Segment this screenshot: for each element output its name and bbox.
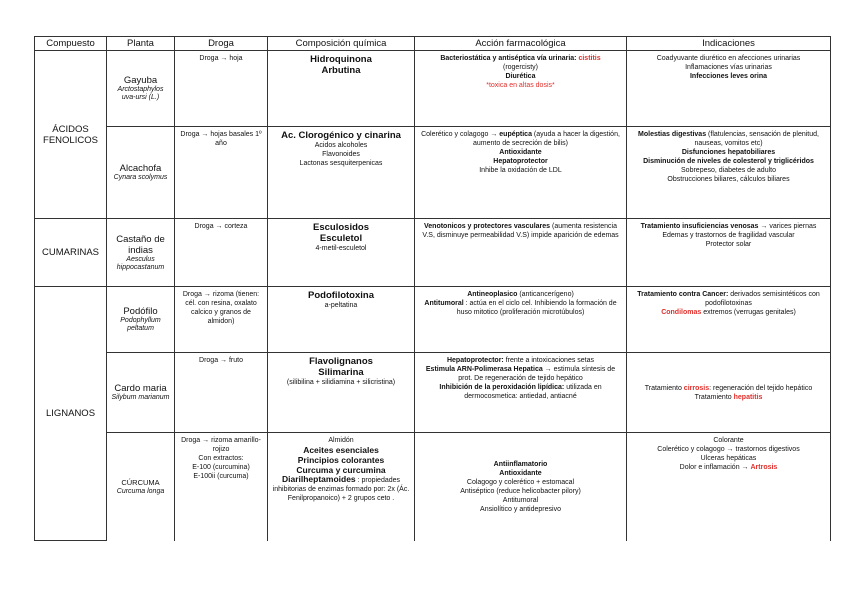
action-text: : actúa en el ciclo cel. Inhibiendo la formación de huso mitotico (proliferación microtúbulos)	[456, 300, 617, 316]
composition-cell	[268, 353, 415, 433]
action-text: Diurética	[505, 73, 536, 80]
plant-name: CÚRCUMA	[121, 478, 160, 488]
plant-cell	[107, 287, 175, 353]
composition-sub: Almidón	[328, 437, 354, 444]
indication-text: Tratamiento	[694, 393, 734, 401]
composition-sub: 4-metil-esculetol	[315, 245, 367, 252]
indication-text: Infecciones leves orina	[689, 73, 768, 80]
droga-text: Droga → rizoma amarillo-rojizo	[181, 437, 261, 453]
indication-text: Coadyuvante diurético en afecciones urinarias	[656, 55, 801, 62]
composition-sub: (silibilina + silidiamina + silicristina)	[286, 379, 396, 386]
droga-text: E-100ii (curcuma)	[193, 473, 249, 480]
action-text: Colagogo y colerético + estomacal	[466, 478, 575, 486]
composition-main: Arbutina	[321, 65, 361, 76]
droga-cell	[175, 433, 268, 541]
action-text: frente a intoxicaciones setas	[503, 357, 595, 364]
composition-main: Principios colorantes	[297, 455, 385, 465]
indication-text: (flatulencias, sensación de plenitud, nauseas, vomitos etc)	[694, 131, 819, 147]
plant-scientific-name: Cynara scolymus	[113, 174, 168, 181]
table-row	[35, 127, 831, 219]
droga-text: E-100 (curcumina)	[192, 464, 250, 471]
droga-cell: Droga → rizoma (tienen: cél. con resina, oxalato calcico y granos de almidon)	[175, 287, 268, 353]
action-text: Estimula ARN-Polimerasa Hepatica	[425, 366, 543, 373]
plant-cell	[107, 127, 175, 219]
indication-cell	[627, 51, 831, 127]
plant-name: Gayuba	[123, 75, 158, 86]
plant-cell	[107, 353, 175, 433]
indication-text: extremos (verrugas genitales)	[701, 309, 796, 316]
table-row	[35, 287, 831, 353]
action-text: utilizada en dermocosmetica: antiedad, antiacné	[464, 384, 602, 400]
action-text: (ayuda a hacer la digestión, aumento de secreción de bilis)	[473, 131, 620, 147]
table-row	[35, 219, 831, 287]
composition-sub: Flavonoides	[322, 151, 360, 158]
composition-main: Podofilotoxina	[308, 290, 374, 301]
group-lignanos: LIGNANOS	[35, 287, 107, 541]
indication-text: → varices piernas	[758, 223, 817, 230]
indication-cell	[627, 219, 831, 287]
action-text: Antioxidante	[499, 149, 542, 156]
composition-main: Curcuma y curcumina	[296, 465, 386, 475]
plant-scientific-name: Curcuma longa	[116, 488, 165, 496]
action-text: Antiséptico (reduce helicobacter pilory)	[460, 487, 581, 495]
composition-cell	[268, 51, 415, 127]
composition-main: Esculosidos	[313, 222, 369, 233]
group-cumarinas: CUMARINAS	[35, 219, 107, 287]
action-text: Colerético y colagogo →	[421, 131, 500, 138]
action-cell	[415, 127, 627, 219]
plant-cell	[107, 219, 175, 287]
action-text: Antiinflamatorio	[493, 460, 548, 468]
indication-text: Colorante	[713, 437, 744, 444]
indication-text: Protector solar	[705, 241, 752, 248]
composition-sub: a-peltatina	[324, 302, 358, 309]
plant-cell	[107, 433, 175, 541]
composition-main: Silimarina	[318, 367, 364, 378]
indication-text: Molestias digestivas	[638, 131, 707, 138]
indication-text: Tratamiento insuficiencias venosas	[640, 223, 759, 230]
indication-text: derivados semisintéticos con podofilotoxinas	[705, 291, 820, 307]
action-text: Inhibe la oxidación de LDL	[479, 167, 562, 174]
composition-main: Aceites esenciales	[303, 445, 379, 455]
composition-main: Ac. Clorogénico y cinarina	[281, 130, 401, 141]
indication-text: Ulceras hepáticas	[700, 455, 757, 462]
table-row	[35, 433, 831, 541]
composition-main: Esculetol	[319, 233, 363, 244]
highlight-text: cirrosis	[683, 384, 710, 392]
plant-cell	[107, 51, 175, 127]
indication-text: Disfunciones hepatobiliares	[681, 149, 776, 156]
header-indicaciones: Indicaciones	[627, 37, 831, 51]
action-cell	[415, 51, 627, 127]
action-text: Antitumoral	[424, 300, 464, 307]
droga-cell: Droga → hojas basales 1º año	[175, 127, 268, 219]
plant-scientific-name: Podophyllum peltatum	[120, 317, 161, 332]
action-cell	[415, 219, 627, 287]
indication-text: : regeneración del tejido hepático	[709, 384, 813, 392]
droga-cell: Droga → corteza	[175, 219, 268, 287]
composition-main: Flavolignanos	[309, 356, 373, 367]
plant-scientific-name: Aesculus hippocastanum	[116, 255, 165, 271]
composition-cell	[268, 219, 415, 287]
composition-main: Hidroquinona	[310, 54, 372, 65]
indication-text: Colerético y colagogo → trastornos digestivos	[657, 446, 800, 453]
droga-cell: Droga → fruto	[175, 353, 268, 433]
action-text: Hepatoprotector	[493, 158, 548, 165]
composition-sub: : propiedades inhibitorias de enzimas formado por: 2x (Ác. Fenilpropanoico) + 2 grupos ceto .	[272, 477, 410, 502]
warning-text: *toxica en altas dosis*	[486, 82, 555, 89]
indication-text: Sobrepeso, diabetes de adulto	[681, 167, 776, 174]
action-text: Ansiolítico y antidepresivo	[480, 505, 561, 513]
plant-name: Podófilo	[123, 306, 158, 317]
pharmacology-table	[34, 36, 831, 541]
indication-cell	[627, 433, 831, 541]
indication-text: Inflamaciones vías urinarias	[685, 64, 772, 71]
highlight-text: Artrosis	[750, 464, 778, 471]
table-row	[35, 353, 831, 433]
action-text: Antitumoral	[502, 496, 539, 504]
indication-cell	[627, 127, 831, 219]
plant-name: Cardo maria	[114, 383, 167, 394]
composition-sub: Acidos alcoholes	[314, 142, 368, 149]
composition-cell	[268, 433, 415, 541]
indication-cell	[627, 287, 831, 353]
header-compuesto: Compuesto	[35, 37, 107, 51]
indication-text: Tratamiento	[644, 384, 684, 392]
action-text: (anticancerígeno)	[517, 291, 574, 298]
droga-cell: Droga → hoja	[175, 51, 268, 127]
group-acidos-fenolicos: ÁCIDOS FENOLICOS	[35, 51, 107, 219]
action-text: Antineoplasico	[467, 291, 518, 298]
action-text: Inhibición de la peroxidación lipídica:	[439, 384, 565, 391]
plant-scientific-name: Arctostaphylos uva-ursi (L.)	[117, 86, 164, 101]
action-cell	[415, 433, 627, 541]
action-text: Antioxidante	[499, 469, 542, 477]
composition-main: Diarilheptamoides	[281, 474, 356, 484]
plant-name: Castaño de indias	[116, 233, 165, 256]
action-text: (rogercisty)	[502, 64, 538, 71]
highlight-text: hepatitis	[733, 393, 763, 401]
action-text: Venotonicos y protectores vasculares	[424, 223, 551, 230]
highlight-text: cistitis	[578, 55, 601, 62]
action-text: → estimula síntesis de prot. De regeneración de tejido hepático	[458, 366, 616, 382]
header-composicion: Composición química	[268, 37, 415, 51]
highlight-text: Condilomas	[661, 309, 702, 316]
action-text: eupéptica	[499, 131, 532, 138]
header-planta: Planta	[107, 37, 175, 51]
composition-cell	[268, 127, 415, 219]
plant-name: Alcachofa	[119, 163, 162, 174]
table-row	[35, 51, 831, 127]
header-row	[35, 37, 831, 51]
plant-scientific-name: Silybum marianum	[111, 394, 170, 401]
header-accion: Acción farmacológica	[415, 37, 627, 51]
action-text: Hepatoprotector:	[446, 357, 504, 364]
indication-text: Tratamiento contra Cancer:	[637, 291, 729, 298]
action-cell	[415, 353, 627, 433]
action-cell	[415, 287, 627, 353]
header-droga: Droga	[175, 37, 268, 51]
action-text: Bacteriostática y antiséptica vía urinaria:	[440, 55, 579, 62]
droga-text: Con extractos:	[198, 455, 244, 462]
composition-cell	[268, 287, 415, 353]
indication-text: Dolor e inflamación →	[679, 464, 751, 471]
indication-cell	[627, 353, 831, 433]
indication-text: Disminución de niveles de colesterol y triglicéridos	[643, 158, 814, 165]
indication-text: Obstrucciones biliares, cálculos biliares	[667, 176, 790, 183]
action-text: (aumenta resistencia V.S, disminuye permeabilidad V.S) impide aparición de edemas	[422, 223, 619, 239]
indication-text: Edemas y trastornos de fragilidad vascular	[662, 232, 795, 239]
composition-sub: Lactonas sesquiterpenicas	[299, 160, 383, 167]
